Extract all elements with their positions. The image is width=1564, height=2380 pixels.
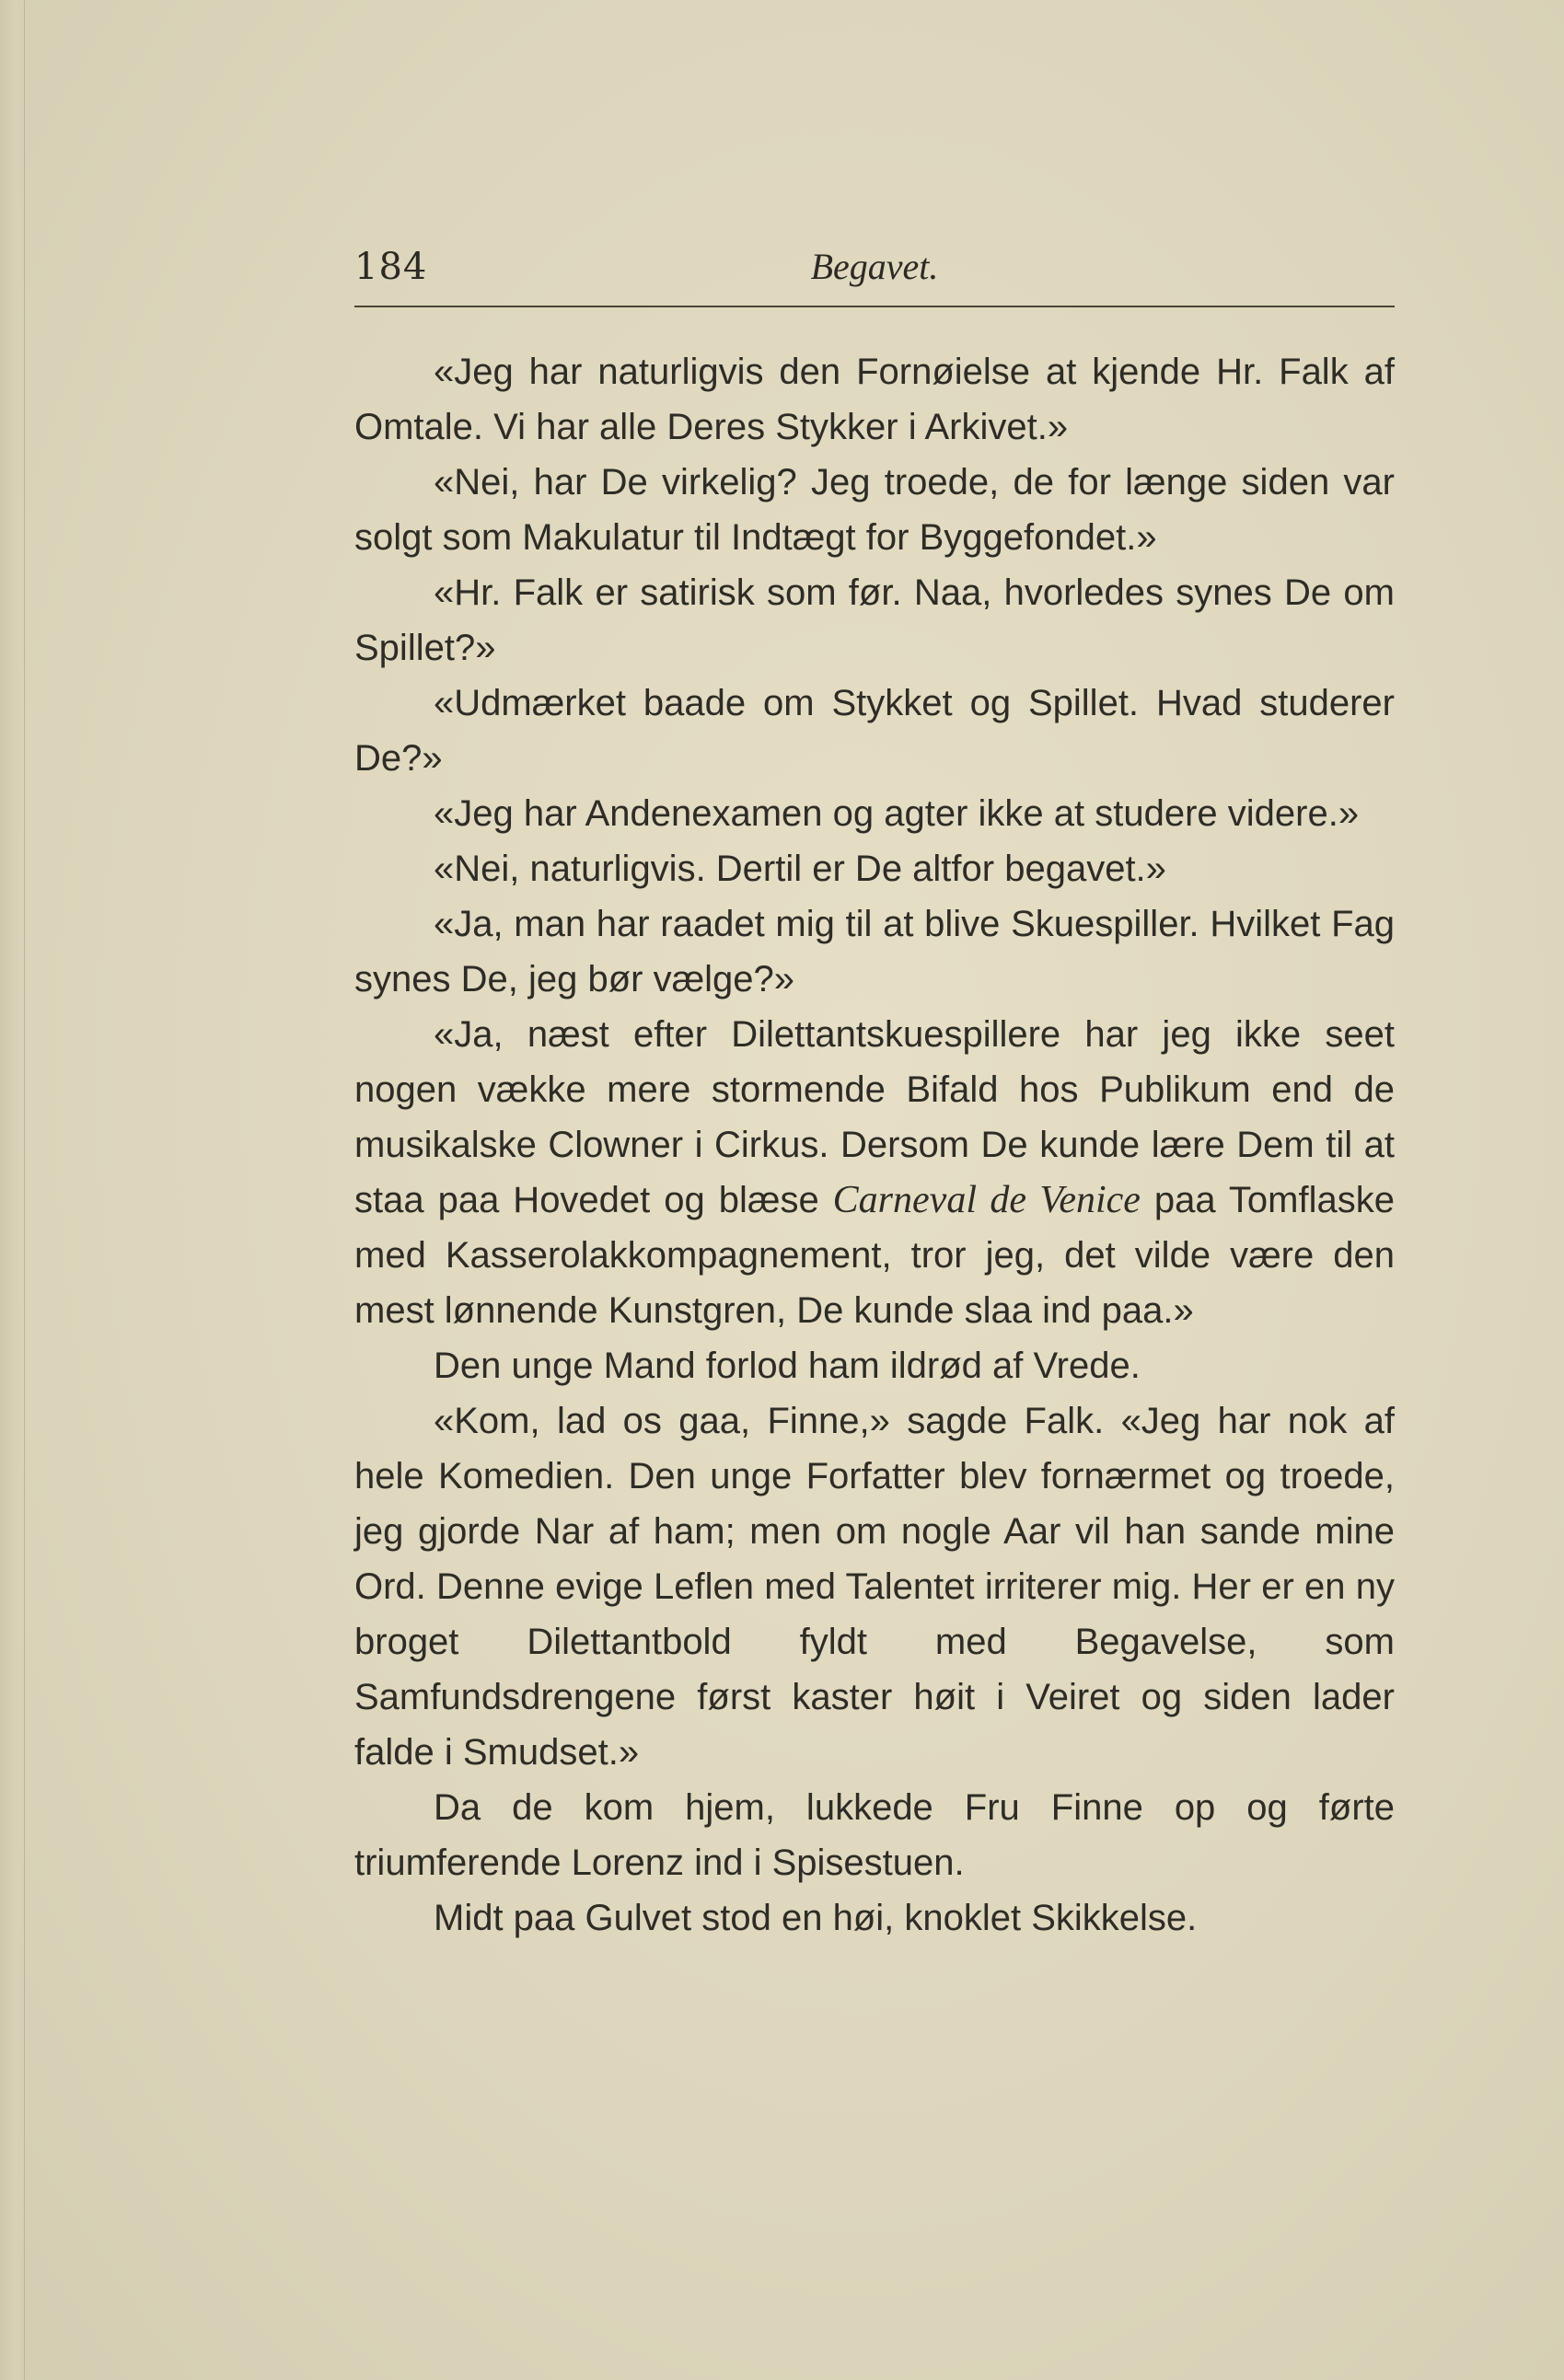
page-edge [0, 0, 25, 2380]
paragraph: Midt paa Gulvet stod en høi, knoklet Skikkelse. [434, 1898, 1198, 1938]
paragraph: Da de kom hjem, lukkede Fru Finne op og førte triumferende Lorenz ind i Spisestuen. [354, 1787, 1395, 1883]
italic-title: Carneval de Venice [832, 1179, 1141, 1221]
paragraph-text: paa Tomflaske med Kasserolakkompagnement, tror jeg, det vilde være den mest lønnende Kunstgren, De kunde slaa ind paa.» [354, 1180, 1395, 1331]
paragraph: «Nei, naturligvis. Dertil er De altfor begavet.» [434, 849, 1166, 889]
page-header [354, 241, 1395, 307]
paragraph: «Udmærket baade om Stykket og Spillet. Hvad studerer De?» [354, 683, 1395, 779]
page-number: 184 [354, 246, 428, 288]
paragraph [354, 1007, 1395, 1338]
paragraph: «Ja, man har raadet mig til at blive Skuespiller. Hvilket Fag synes De, jeg bør vælge?» [354, 904, 1395, 999]
paragraph: «Kom, lad os gaa, Finne,» sagde Falk. «Jeg har nok af hele Komedien. Den unge Forfatter blev fornærmet og troede, jeg gjorde Nar af ham; men om nogle Aar vil han sande mine Ord. Denne evige Leflen med Talentet irriterer mig. Her er en ny broget Dilettantbold fyldt med Begavelse, som Samfundsdrengene først kaster høit i Veiret og siden lader falde i Smudset.» [354, 1401, 1395, 1773]
paragraph: Den unge Mand forlod ham ildrød af Vrede. [434, 1346, 1141, 1386]
paragraph: «Jeg har naturligvis den Fornøielse at kjende Hr. Falk af Omtale. Vi har alle Deres Stykker i Arkivet.» [354, 352, 1395, 447]
paragraph: «Nei, har De virkelig? Jeg troede, de for længe siden var solgt som Makulatur til Indtægt for Byggefondet.» [354, 462, 1395, 558]
paragraph-text: «Ja, næst efter Dilettantskuespillere har jeg ikke seet nogen vække mere stormende Bifald hos Publikum end de musikalske Clowner i Cirkus. Dersom De kunde lære Dem til at staa paa Hovedet og blæse [354, 1014, 1395, 1220]
body-text [354, 344, 1395, 1946]
running-title: Begavet. [810, 246, 939, 287]
paragraph: «Jeg har Andenexamen og agter ikke at studere videre.» [434, 793, 1360, 834]
paragraph: «Hr. Falk er satirisk som før. Naa, hvorledes synes De om Spillet?» [354, 572, 1395, 668]
